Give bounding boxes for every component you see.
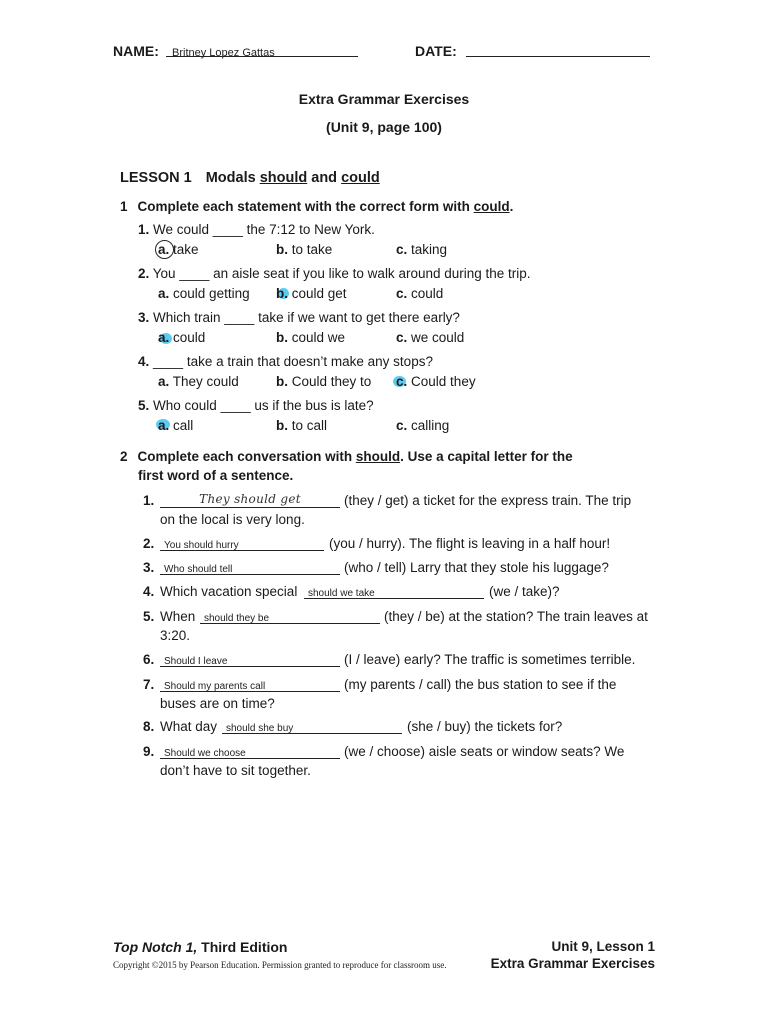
ex2-question-post: (she / buy) the tickets for? (407, 719, 563, 734)
ex2-question-post: (I / leave) early? The traffic is sometimes terrible. (344, 652, 636, 667)
ex1-option-a (158, 242, 199, 257)
option-letter: b. (276, 286, 288, 301)
ex2-question-post: (we / choose) aisle seats or window seats? We (344, 744, 625, 759)
ex2-question-number: 3. (143, 560, 155, 575)
typed-answer: should they be (204, 613, 270, 624)
option-text: could (411, 286, 444, 301)
typed-answer: should she buy (226, 723, 294, 734)
option-letter: c. (396, 418, 408, 433)
option-text: to call (291, 418, 328, 433)
option-letter: a. (158, 374, 170, 389)
typed-answer: Who should tell (164, 564, 233, 575)
page-title: Extra Grammar Exercises (298, 91, 470, 107)
option-text: could getting (173, 286, 250, 301)
footer-section: Extra Grammar Exercises (490, 956, 655, 971)
answer-line (160, 507, 340, 508)
exercise2-instruction-end: . Use a capital letter for the (400, 449, 573, 464)
lesson-heading (120, 170, 380, 186)
option-text: could get (291, 286, 347, 301)
ex1-question (138, 266, 531, 281)
exercise1-number: 1 (120, 199, 128, 214)
ex2-question-number: 5. (143, 609, 155, 624)
page-subtitle: (Unit 9, page 100) (326, 119, 442, 135)
ex2-question-number: 6. (143, 652, 155, 667)
ex1-option-b (276, 418, 327, 433)
handwritten-answer: They should get (199, 492, 301, 506)
lesson-title-should: should (259, 170, 308, 186)
ex1-question-number: 5. (138, 398, 150, 413)
ex2-question-continuation: on the local is very long. (160, 512, 305, 527)
ex2-question-number: 9. (143, 744, 155, 759)
lesson-label: LESSON 1 (120, 170, 192, 186)
ex2-question-pre: When (160, 609, 196, 624)
footer-book-title: Top Notch 1, (113, 939, 198, 955)
exercise1-keyword: could (473, 199, 510, 214)
ex1-option-c (396, 242, 447, 257)
ex1-question-stem: You ____ an aisle seat if you like to walk around during the trip. (152, 266, 531, 281)
ex1-option-b (276, 330, 345, 345)
ex2-question-continuation: don’t have to sit together. (160, 763, 311, 778)
ex1-option-c (396, 330, 464, 345)
lesson-title-pre: Modals (205, 170, 260, 186)
option-letter: b. (276, 418, 288, 433)
option-letter: a. (158, 242, 170, 257)
typed-answer: Should we choose (164, 748, 246, 759)
ex2-question-number: 2. (143, 536, 155, 551)
option-text: calling (411, 418, 450, 433)
ex1-question-stem: ____ take a train that doesn’t make any stops? (153, 354, 433, 369)
ex2-question-pre: What day (160, 719, 218, 734)
ex1-question-number: 4. (138, 354, 150, 369)
ex1-option-a (158, 330, 205, 345)
exercise2-instruction-line2: first word of a sentence. (138, 468, 294, 483)
option-text: could (173, 330, 206, 345)
ex2-question-post: (who / tell) Larry that they stole his luggage? (344, 560, 609, 575)
footer-book (113, 939, 287, 955)
ex1-option-a (158, 418, 193, 433)
ex1-question-number: 2. (138, 266, 150, 281)
ex2-question-continuation: buses are on time? (160, 696, 275, 711)
ex1-question (138, 398, 374, 413)
exercise2-number: 2 (120, 449, 128, 464)
exercise2-instruction: Complete each conversation with (137, 449, 356, 464)
ex1-question (138, 310, 460, 325)
typed-answer: Should I leave (164, 656, 228, 667)
ex1-option-b (276, 286, 347, 301)
date-label: DATE: (415, 43, 457, 59)
ex2-question-continuation: 3:20. (160, 628, 191, 643)
exercise1-heading (120, 199, 513, 214)
option-text: we could (411, 330, 465, 345)
option-letter: c. (396, 330, 408, 345)
ex1-option-a (158, 286, 250, 301)
ex1-question-stem: We could ____ the 7:12 to New York. (153, 222, 375, 237)
ex2-question-post: (my parents / call) the bus station to see if the (344, 677, 617, 692)
option-text: take (173, 242, 199, 257)
lesson-title-and: and (307, 170, 342, 186)
ex2-question-number: 7. (143, 677, 155, 692)
ex1-question (138, 222, 375, 237)
option-letter: c. (396, 286, 408, 301)
footer-copyright: Copyright ©2015 by Pearson Education. Permission granted to reproduce for classroom use. (113, 960, 447, 970)
ex1-question-stem: Which train ____ take if we want to get there early? (153, 310, 460, 325)
option-text: taking (411, 242, 448, 257)
option-text: They could (172, 374, 239, 389)
ex2-question-post: (you / hurry). The flight is leaving in a half hour! (329, 536, 611, 551)
typed-answer: You should hurry (164, 540, 239, 551)
ex1-question-number: 3. (138, 310, 150, 325)
name-label: NAME: (113, 43, 159, 59)
date-line (466, 56, 650, 57)
ex2-question-post: (they / be) at the station? The train leaves at (384, 609, 648, 624)
option-text: could we (291, 330, 346, 345)
exercise1-instruction: Complete each statement with the correct form with (137, 199, 474, 214)
ex1-question (138, 354, 433, 369)
footer-unit: Unit 9, Lesson 1 (551, 939, 655, 954)
option-letter: c. (396, 242, 408, 257)
option-letter: a. (158, 330, 170, 345)
exercise1-instruction-end: . (509, 199, 514, 214)
typed-answer: Should my parents call (164, 681, 266, 692)
ex2-question-number: 8. (143, 719, 155, 734)
exercise2-keyword: should (355, 449, 401, 464)
option-letter: b. (276, 374, 288, 389)
exercise2-heading (120, 449, 573, 464)
ex1-option-b (276, 374, 371, 389)
option-text: call (173, 418, 194, 433)
ex2-question-pre: Which vacation special (160, 584, 298, 599)
option-letter: c. (396, 374, 408, 389)
lesson-title-could: could (341, 170, 380, 186)
footer-edition: Third Edition (197, 939, 288, 955)
ex2-question-post: (they / get) a ticket for the express train. The trip (344, 493, 632, 508)
option-text: Could they to (291, 374, 372, 389)
option-letter: a. (158, 286, 170, 301)
ex1-option-c (396, 286, 443, 301)
name-value: Britney Lopez Gattas (172, 47, 275, 59)
ex1-option-b (276, 242, 332, 257)
ex2-question-number: 1. (143, 493, 155, 508)
ex2-question-post: (we / take)? (489, 584, 560, 599)
option-text: Could they (411, 374, 476, 389)
typed-answer: should we take (308, 588, 375, 599)
ex2-question-number: 4. (143, 584, 155, 599)
option-text: to take (291, 242, 333, 257)
ex1-option-a (158, 374, 239, 389)
ex1-option-c (396, 374, 476, 389)
option-letter: a. (158, 418, 170, 433)
ex1-question-stem: Who could ____ us if the bus is late? (153, 398, 374, 413)
option-letter: b. (276, 242, 288, 257)
option-letter: b. (276, 330, 288, 345)
ex1-option-c (396, 418, 449, 433)
ex1-question-number: 1. (138, 222, 150, 237)
